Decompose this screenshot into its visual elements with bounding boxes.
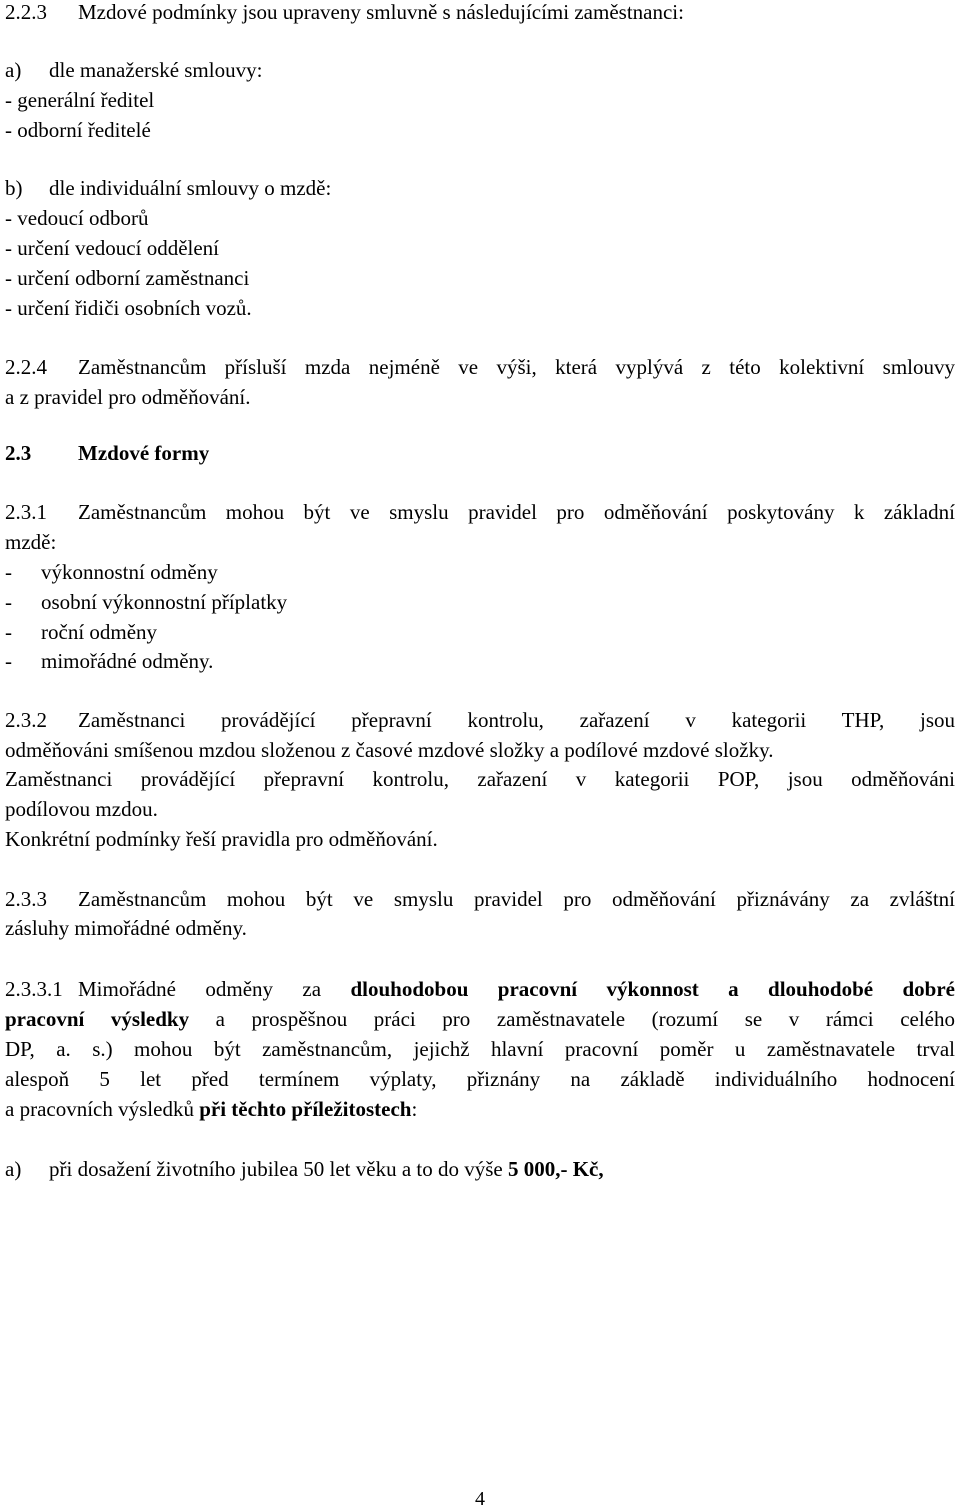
list-dash: - [5, 560, 12, 584]
paragraph-line: podílovou mzdou. [5, 797, 158, 821]
paragraph-text: : [411, 1097, 418, 1121]
paragraph-text: a pracovních výsledků [5, 1097, 200, 1121]
paragraph-text: Zaměstnancům mohou být ve smyslu pravidel pro odměňování poskytovány k základní [78, 500, 955, 524]
list-item-text: mimořádné odměny. [41, 649, 214, 673]
section-2-2-3-heading [5, 0, 684, 27]
paragraph-text: a prospěšnou práci pro zaměstnavatele (rozumí se v rámci celého [189, 1007, 955, 1031]
list-item: - určení vedoucí oddělení [5, 236, 219, 260]
paragraph-line: odměňováni smíšenou mzdou složenou z časové mzdové složky a podílové mzdové složky. [5, 738, 774, 762]
list-item: - určení odborní zaměstnanci [5, 266, 250, 290]
section-number: 2.2.3 [5, 0, 47, 24]
paragraph-text: Mimořádné odměny za [78, 977, 351, 1001]
paragraph-text: Zaměstnanci provádějící přepravní kontrolu, zařazení v kategorii THP, jsou [78, 708, 955, 732]
bold-text: pracovní výsledky [5, 1007, 190, 1031]
list-dash: - [5, 590, 12, 614]
bold-text: dlouhodobou pracovní výkonnost a dlouhodobé dobré [350, 977, 955, 1001]
section-title: Mzdové formy [78, 441, 210, 465]
section-2-3-3-1-line [5, 974, 955, 1004]
section-number: 2.2.4 [5, 355, 47, 379]
list-label: a) [5, 1157, 22, 1181]
document-page [5, 0, 955, 1509]
list-title: dle manažerské smlouvy: [49, 58, 263, 82]
bold-amount: 5 000,- Kč, [507, 1157, 604, 1181]
paragraph-line [5, 1094, 417, 1124]
list-item-text: výkonnostní odměny [41, 560, 218, 584]
list-label: b) [5, 176, 23, 200]
paragraph-line: a z pravidel pro odměňování. [5, 385, 251, 409]
list-item: - generální ředitel [5, 88, 155, 112]
section-number: 2.3.1 [5, 500, 47, 524]
list-a-title [5, 55, 262, 85]
paragraph-text: Zaměstnancům mohou být ve smyslu pravidel pro odměňování přiznávány za zvláštní [78, 887, 955, 911]
paragraph-line: mzdě: [5, 530, 57, 554]
list-item: - vedoucí odborů [5, 206, 149, 230]
section-2-3-2-line [5, 705, 955, 735]
list-dash: - [5, 620, 12, 644]
paragraph-text: Zaměstnancům přísluší mzda nejméně ve výši, která vyplývá z této kolektivní smlouvy [78, 355, 955, 379]
item-text: při dosažení životního jubilea 50 let věku a to do výše [49, 1157, 508, 1181]
section-2-2-4-line [5, 352, 955, 382]
item-a-line [5, 1154, 604, 1184]
section-2-3-1-line [5, 497, 955, 527]
paragraph-line [5, 1004, 955, 1034]
list-label: a) [5, 58, 22, 82]
section-text: Mzdové podmínky jsou upraveny smluvně s následujícími zaměstnanci: [78, 0, 684, 24]
section-number: 2.3.3 [5, 887, 47, 911]
list-b-title [5, 173, 331, 203]
section-2-3-3-line [5, 884, 955, 914]
section-number: 2.3.2 [5, 708, 47, 732]
section-2-3-heading [5, 438, 209, 468]
list-item: - určení řidiči osobních vozů. [5, 296, 252, 320]
page-number: 4 [475, 1488, 485, 1510]
list-item [5, 587, 287, 617]
section-number: 2.3 [5, 441, 32, 465]
paragraph-line: Zaměstnanci provádějící přepravní kontrolu, zařazení v kategorii POP, jsou odměňováni [5, 767, 955, 791]
paragraph-line: Konkrétní podmínky řeší pravidla pro odměňování. [5, 827, 438, 851]
list-item [5, 646, 213, 676]
list-item [5, 557, 218, 587]
list-item: - odborní ředitelé [5, 118, 151, 142]
paragraph-line: DP, a. s.) mohou být zaměstnancům, jejichž hlavní pracovní poměr u zaměstnavatele trval [5, 1037, 955, 1061]
paragraph-line: alespoň 5 let před termínem výplaty, přiznány na základě individuálního hodnocení [5, 1067, 955, 1091]
bold-text: při těchto příležitostech [199, 1097, 412, 1121]
list-item-text: osobní výkonnostní příplatky [41, 590, 288, 614]
list-dash: - [5, 649, 12, 673]
list-item [5, 617, 157, 647]
paragraph-line: zásluhy mimořádné odměny. [5, 916, 247, 940]
list-item-text: roční odměny [41, 620, 158, 644]
section-number: 2.3.3.1 [5, 977, 63, 1001]
list-title: dle individuální smlouvy o mzdě: [49, 176, 332, 200]
